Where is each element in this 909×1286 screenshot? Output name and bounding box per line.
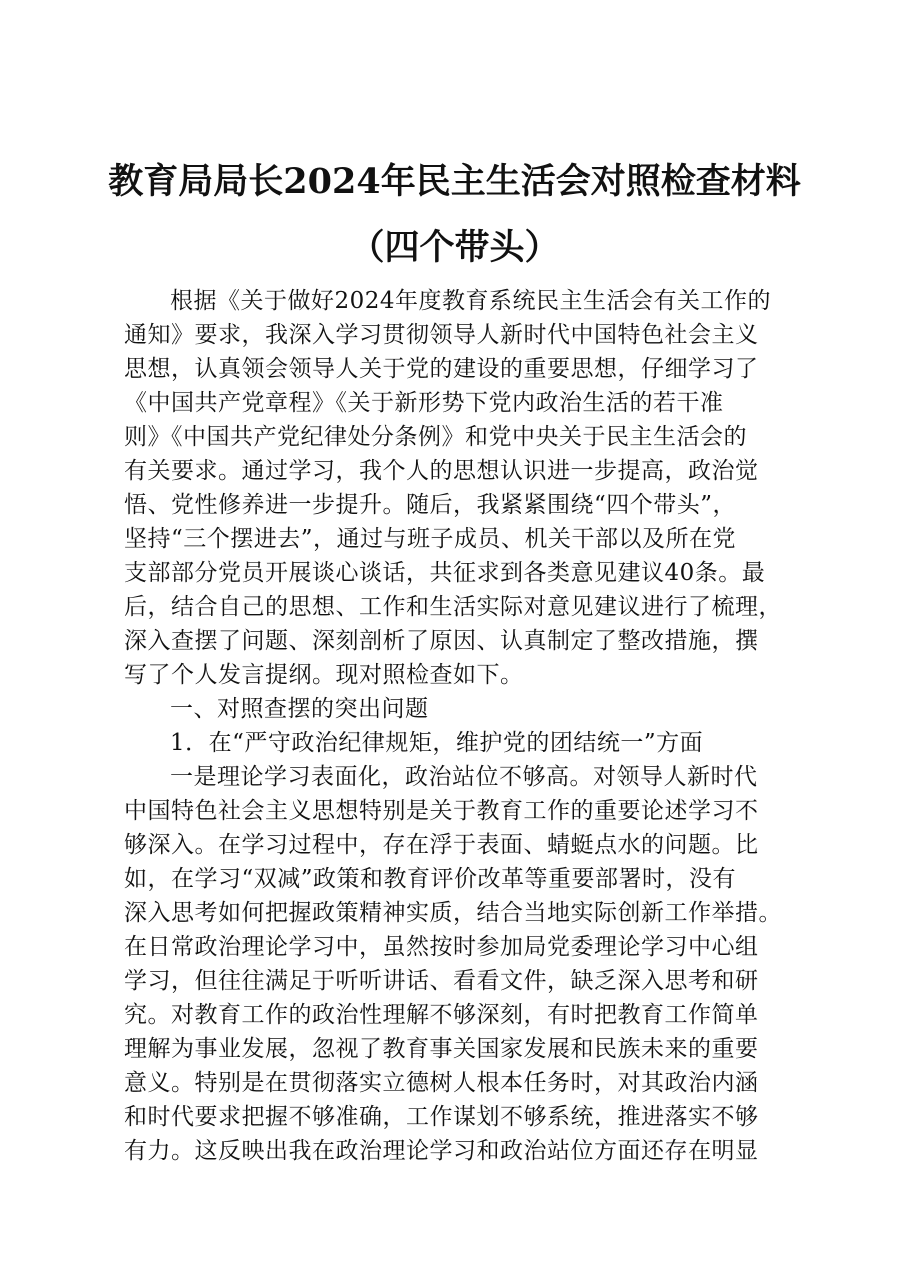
paragraph-line: 究。对教育工作的政治性理解不够深刻，有时把教育工作简单 [124,1002,759,1028]
paragraph-line: 支部部分党员开展谈心谈话，共征求到各类意见建议40条。最 [124,560,766,586]
paragraph-line: 中国特色社会主义思想特别是关于教育工作的重要论述学习不 [124,798,759,824]
document-subtitle: （四个带头） [349,227,560,268]
subsection-heading: 1．在“严守政治纪律规矩，维护党的团结统一”方面 [170,730,704,756]
paragraph-line: 学习，但往往满足于听听讲话、看看文件，缺乏深入思考和研 [124,968,759,994]
paragraph-line: 坚持“三个摆进去”，通过与班子成员、机关干部以及所在党 [124,526,737,552]
paragraph-line: 《中国共产党章程》《关于新形势下党内政治生活的若干准 [124,390,724,416]
document-title: 教育局局长2024年民主生活会对照检查材料 [108,161,801,202]
paragraph-line: 悟、党性修养进一步提升。随后，我紧紧围绕“四个带头”， [124,492,737,518]
paragraph-line: 有关要求。通过学习，我个人的思想认识进一步提高，政治觉 [124,458,759,484]
paragraph-line: 思想，认真领会领导人关于党的建设的重要思想，仔细学习了 [124,356,759,382]
paragraph-line: 通知》要求，我深入学习贯彻领导人新时代中国特色社会主义 [124,322,759,348]
paragraph-line: 理解为事业发展，忽视了教育事关国家发展和民族未来的重要 [124,1036,759,1062]
paragraph-line: 如，在学习“双减”政策和教育评价改革等重要部署时，没有 [124,866,737,892]
paragraph-line: 有力。这反映出我在政治理论学习和政治站位方面还存在明显 [124,1138,759,1164]
paragraph-line: 意义。特别是在贯彻落实立德树人根本任务时，对其政治内涵 [124,1070,759,1096]
paragraph-line: 够深入。在学习过程中，存在浮于表面、蜻蜓点水的问题。比 [124,832,759,858]
paragraph-line: 后，结合自己的思想、工作和生活实际对意见建议进行了梳理， [124,594,782,620]
paragraph-line: 则》《中国共产党纪律处分条例》和党中央关于民主生活会的 [124,424,747,450]
paragraph-line: 写了个人发言提纲。现对照检查如下。 [124,662,524,688]
paragraph-line: 一是理论学习表面化，政治站位不够高。对领导人新时代 [170,764,758,790]
paragraph-line: 在日常政治理论学习中，虽然按时参加局党委理论学习中心组 [124,934,759,960]
paragraph-line: 深入思考如何把握政策精神实质，结合当地实际创新工作举措。 [124,900,782,926]
paragraph-line: 根据《关于做好2024年度教育系统民主生活会有关工作的 [170,288,772,314]
paragraph-line: 深入查摆了问题、深刻剖析了原因、认真制定了整改措施，撰 [124,628,759,654]
paragraph-line: 和时代要求把握不够准确，工作谋划不够系统，推进落实不够 [124,1104,759,1130]
section-heading: 一、对照查摆的突出问题 [170,696,429,722]
